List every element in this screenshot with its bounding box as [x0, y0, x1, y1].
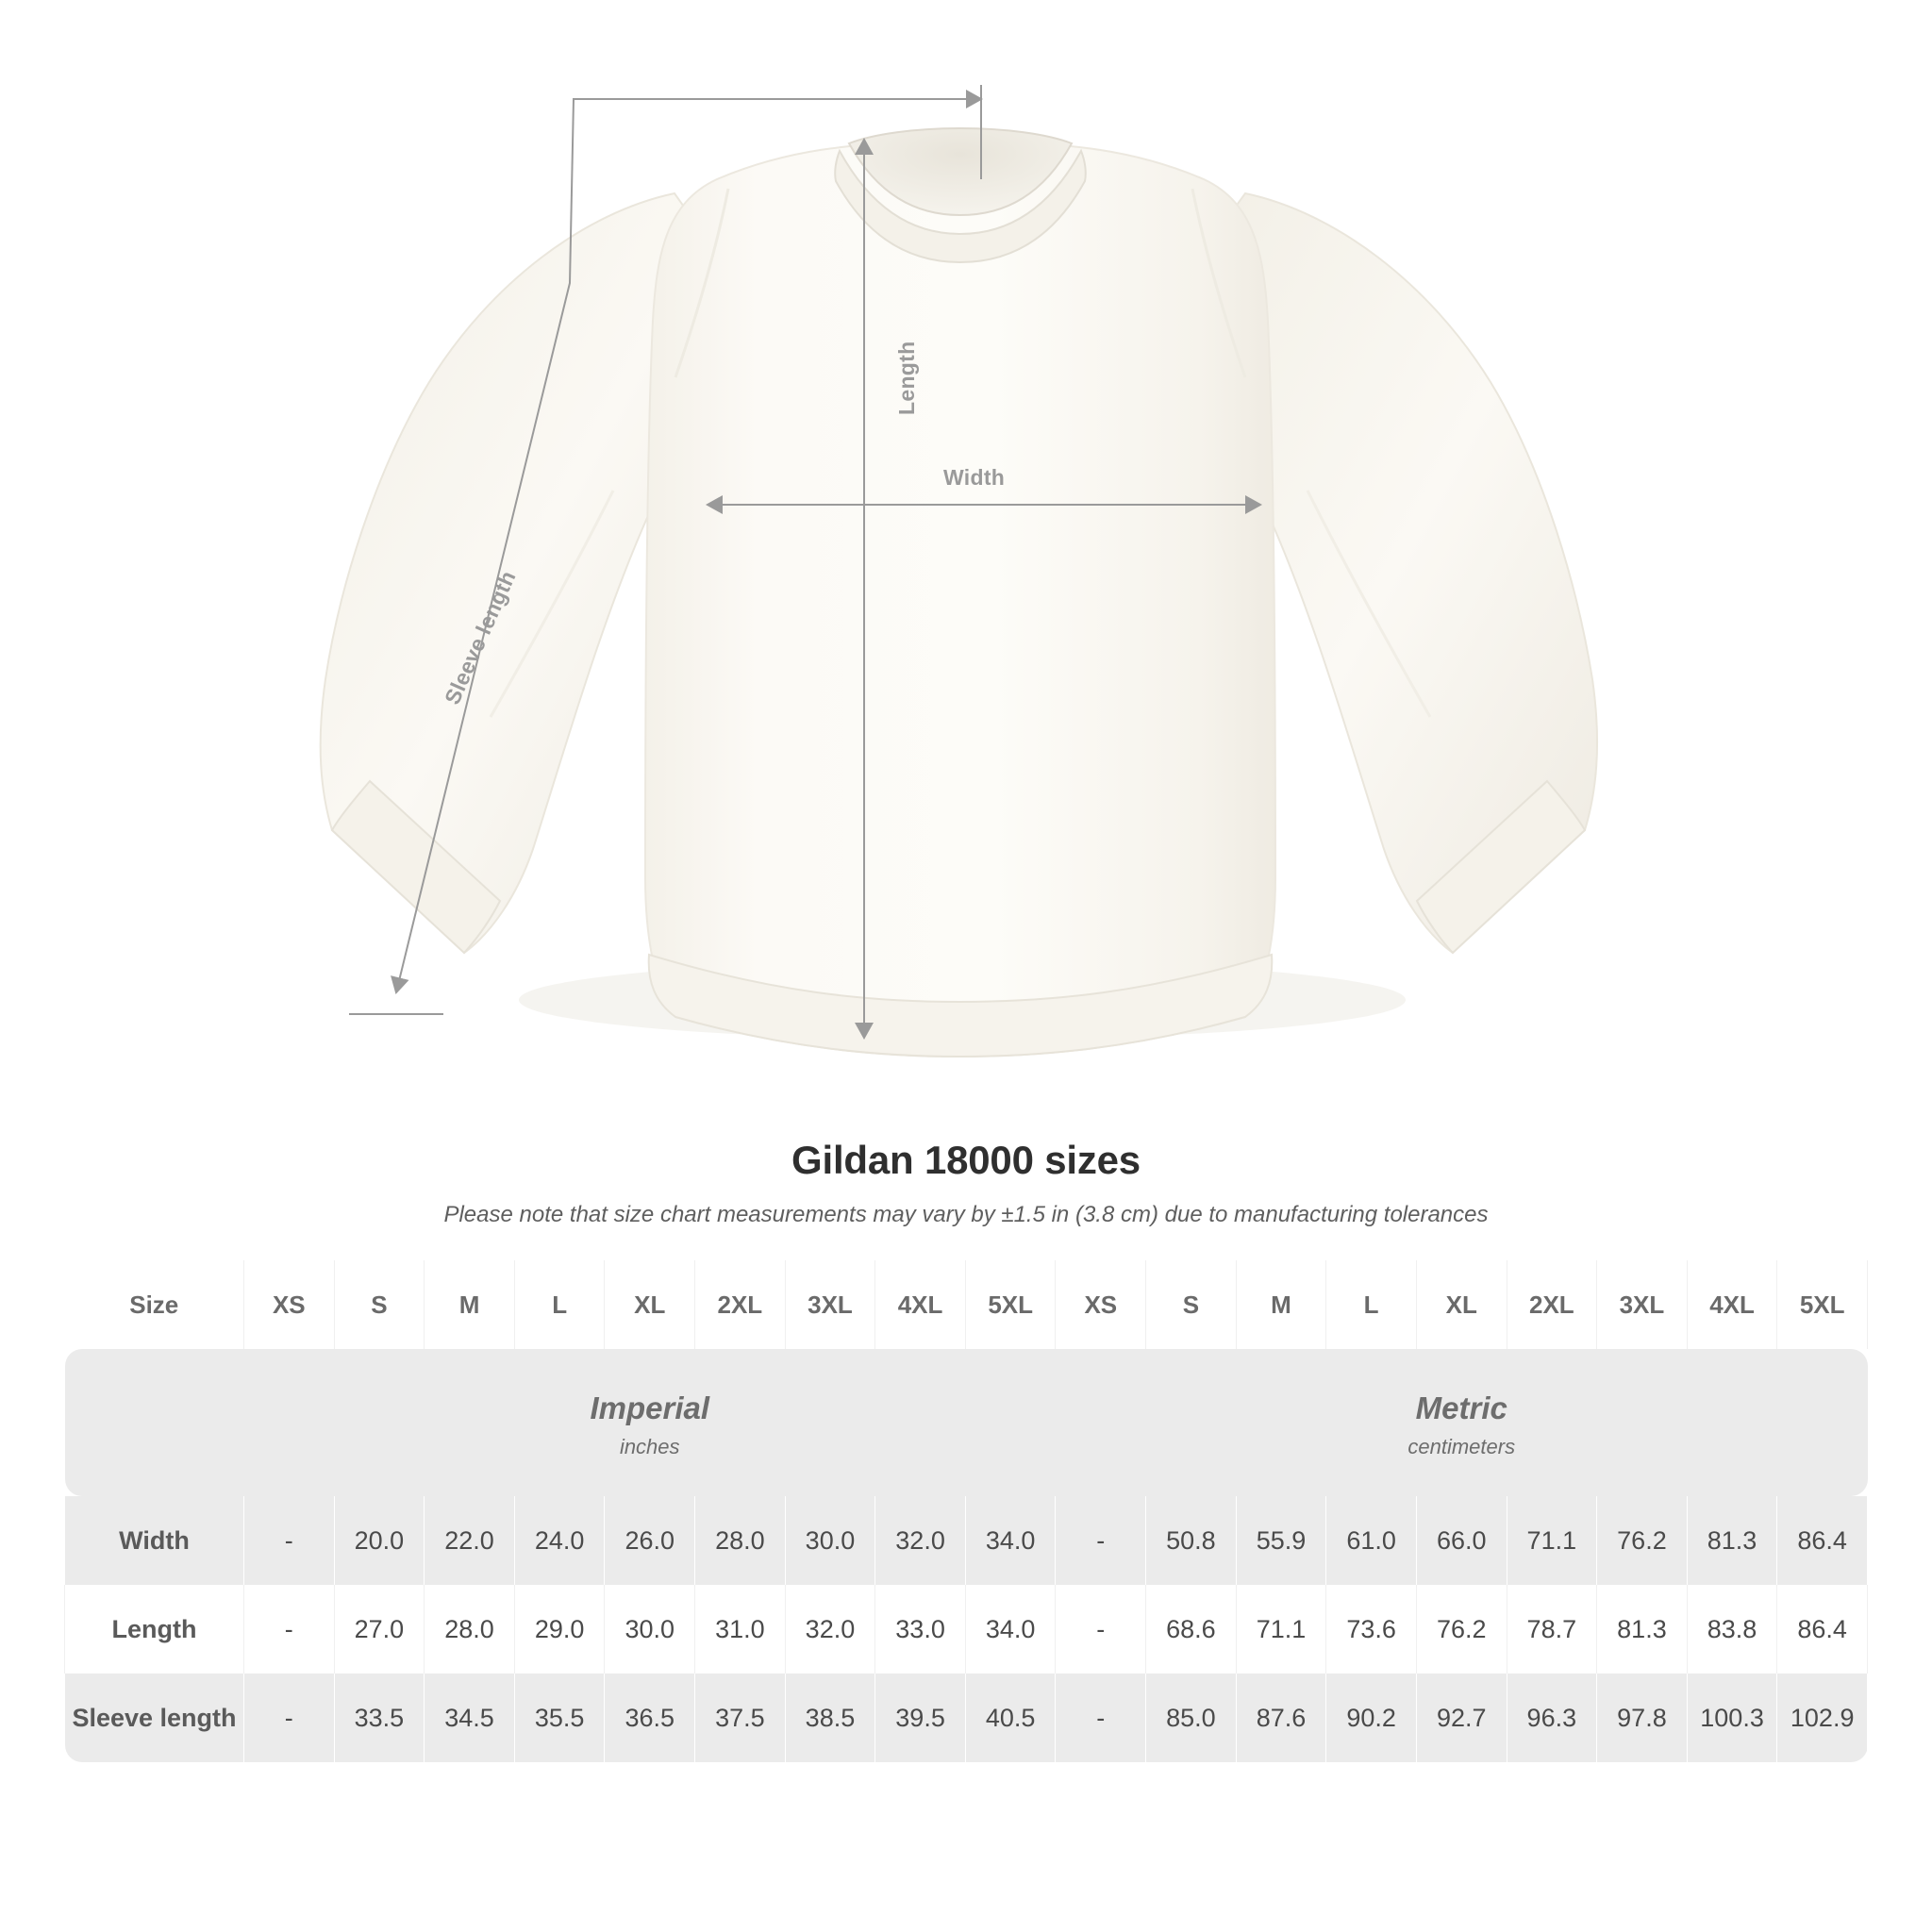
unit-group-imperial-sub: inches — [619, 1434, 680, 1458]
cell-length-14: 78.7 — [1507, 1585, 1597, 1674]
cell-width-2: 22.0 — [425, 1496, 515, 1585]
header-size-5xl-metric: 5XL — [1777, 1260, 1868, 1349]
unit-group-metric-sub: centimeters — [1407, 1434, 1516, 1458]
header-size-xs-metric: XS — [1056, 1260, 1146, 1349]
cell-sleeve-8: 40.5 — [965, 1674, 1056, 1762]
cell-sleeve-11: 87.6 — [1236, 1674, 1326, 1762]
cell-width-6: 30.0 — [785, 1496, 875, 1585]
cell-length-5: 31.0 — [695, 1585, 786, 1674]
header-size-m-imperial: M — [425, 1260, 515, 1349]
cell-sleeve-6: 38.5 — [785, 1674, 875, 1762]
header-size-xs-imperial: XS — [244, 1260, 335, 1349]
cell-length-7: 33.0 — [875, 1585, 966, 1674]
cell-width-1: 20.0 — [334, 1496, 425, 1585]
cell-length-2: 28.0 — [425, 1585, 515, 1674]
cell-length-15: 81.3 — [1597, 1585, 1688, 1674]
size-chart-table — [64, 1260, 1868, 1762]
header-size-s-metric: S — [1146, 1260, 1237, 1349]
cell-length-12: 73.6 — [1326, 1585, 1417, 1674]
header-size-5xl-imperial: 5XL — [965, 1260, 1056, 1349]
cell-length-13: 76.2 — [1416, 1585, 1507, 1674]
cell-sleeve-2: 34.5 — [425, 1674, 515, 1762]
unit-group-spacer — [65, 1349, 244, 1496]
cell-length-16: 83.8 — [1687, 1585, 1777, 1674]
cell-width-3: 24.0 — [514, 1496, 605, 1585]
header-size-4xl-imperial: 4XL — [875, 1260, 966, 1349]
cell-width-11: 55.9 — [1236, 1496, 1326, 1585]
chart-heading-block — [0, 1138, 1932, 1228]
cell-width-10: 50.8 — [1146, 1496, 1237, 1585]
unit-group-imperial — [244, 1349, 1056, 1496]
cell-length-8: 34.0 — [965, 1585, 1056, 1674]
cell-length-9: - — [1056, 1585, 1146, 1674]
cell-sleeve-13: 92.7 — [1416, 1674, 1507, 1762]
cell-width-15: 76.2 — [1597, 1496, 1688, 1585]
cell-width-0: - — [244, 1496, 335, 1585]
header-size-2xl-metric: 2XL — [1507, 1260, 1597, 1349]
header-size-2xl-imperial: 2XL — [695, 1260, 786, 1349]
cell-length-4: 30.0 — [605, 1585, 695, 1674]
unit-group-imperial-name: Imperial — [590, 1390, 710, 1425]
cell-sleeve-0: - — [244, 1674, 335, 1762]
cell-sleeve-15: 97.8 — [1597, 1674, 1688, 1762]
unit-group-metric-name: Metric — [1415, 1390, 1507, 1425]
cell-width-4: 26.0 — [605, 1496, 695, 1585]
table-row — [65, 1496, 1868, 1585]
cell-sleeve-14: 96.3 — [1507, 1674, 1597, 1762]
cell-width-5: 28.0 — [695, 1496, 786, 1585]
header-size-3xl-imperial: 3XL — [785, 1260, 875, 1349]
cell-width-9: - — [1056, 1496, 1146, 1585]
row-label-sleeve-length: Sleeve length — [65, 1674, 244, 1762]
cell-width-8: 34.0 — [965, 1496, 1056, 1585]
header-size: Size — [65, 1260, 244, 1349]
row-label-length: Length — [65, 1585, 244, 1674]
cell-width-14: 71.1 — [1507, 1496, 1597, 1585]
row-label-width: Width — [65, 1496, 244, 1585]
cell-sleeve-7: 39.5 — [875, 1674, 966, 1762]
cell-sleeve-5: 37.5 — [695, 1674, 786, 1762]
cell-sleeve-12: 90.2 — [1326, 1674, 1417, 1762]
cell-width-12: 61.0 — [1326, 1496, 1417, 1585]
cell-sleeve-1: 33.5 — [334, 1674, 425, 1762]
table-row — [65, 1674, 1868, 1762]
width-dimension-label: Width — [943, 465, 1006, 490]
cell-length-6: 32.0 — [785, 1585, 875, 1674]
sleeve-length-dimension-label: Sleeve length — [440, 566, 521, 708]
length-dimension-label: Length — [894, 341, 919, 415]
header-size-xl-metric: XL — [1416, 1260, 1507, 1349]
size-table-container — [64, 1260, 1868, 1762]
cell-length-1: 27.0 — [334, 1585, 425, 1674]
header-size-l-metric: L — [1326, 1260, 1417, 1349]
cell-length-11: 71.1 — [1236, 1585, 1326, 1674]
header-size-s-imperial: S — [334, 1260, 425, 1349]
cell-sleeve-10: 85.0 — [1146, 1674, 1237, 1762]
unit-group-row — [65, 1349, 1868, 1496]
cell-length-0: - — [244, 1585, 335, 1674]
cell-length-17: 86.4 — [1777, 1585, 1868, 1674]
header-size-l-imperial: L — [514, 1260, 605, 1349]
header-size-xl-imperial: XL — [605, 1260, 695, 1349]
cell-sleeve-17: 102.9 — [1777, 1674, 1868, 1762]
tolerance-note: Please note that size chart measurements may vary by ±1.5 in (3.8 cm) due to manufacturing tolerances — [443, 1202, 1489, 1227]
size-header-row — [65, 1260, 1868, 1349]
cell-width-16: 81.3 — [1687, 1496, 1777, 1585]
cell-length-3: 29.0 — [514, 1585, 605, 1674]
cell-sleeve-9: - — [1056, 1674, 1146, 1762]
cell-length-10: 68.6 — [1146, 1585, 1237, 1674]
cell-sleeve-16: 100.3 — [1687, 1674, 1777, 1762]
header-size-4xl-metric: 4XL — [1687, 1260, 1777, 1349]
page-title: Gildan 18000 sizes — [791, 1138, 1141, 1182]
cell-sleeve-4: 36.5 — [605, 1674, 695, 1762]
header-size-m-metric: M — [1236, 1260, 1326, 1349]
cell-width-17: 86.4 — [1777, 1496, 1868, 1585]
size-table-body — [65, 1496, 1868, 1762]
cell-width-7: 32.0 — [875, 1496, 966, 1585]
cell-sleeve-3: 35.5 — [514, 1674, 605, 1762]
header-size-3xl-metric: 3XL — [1597, 1260, 1688, 1349]
cell-width-13: 66.0 — [1416, 1496, 1507, 1585]
table-row — [65, 1585, 1868, 1674]
unit-group-metric — [1056, 1349, 1868, 1496]
